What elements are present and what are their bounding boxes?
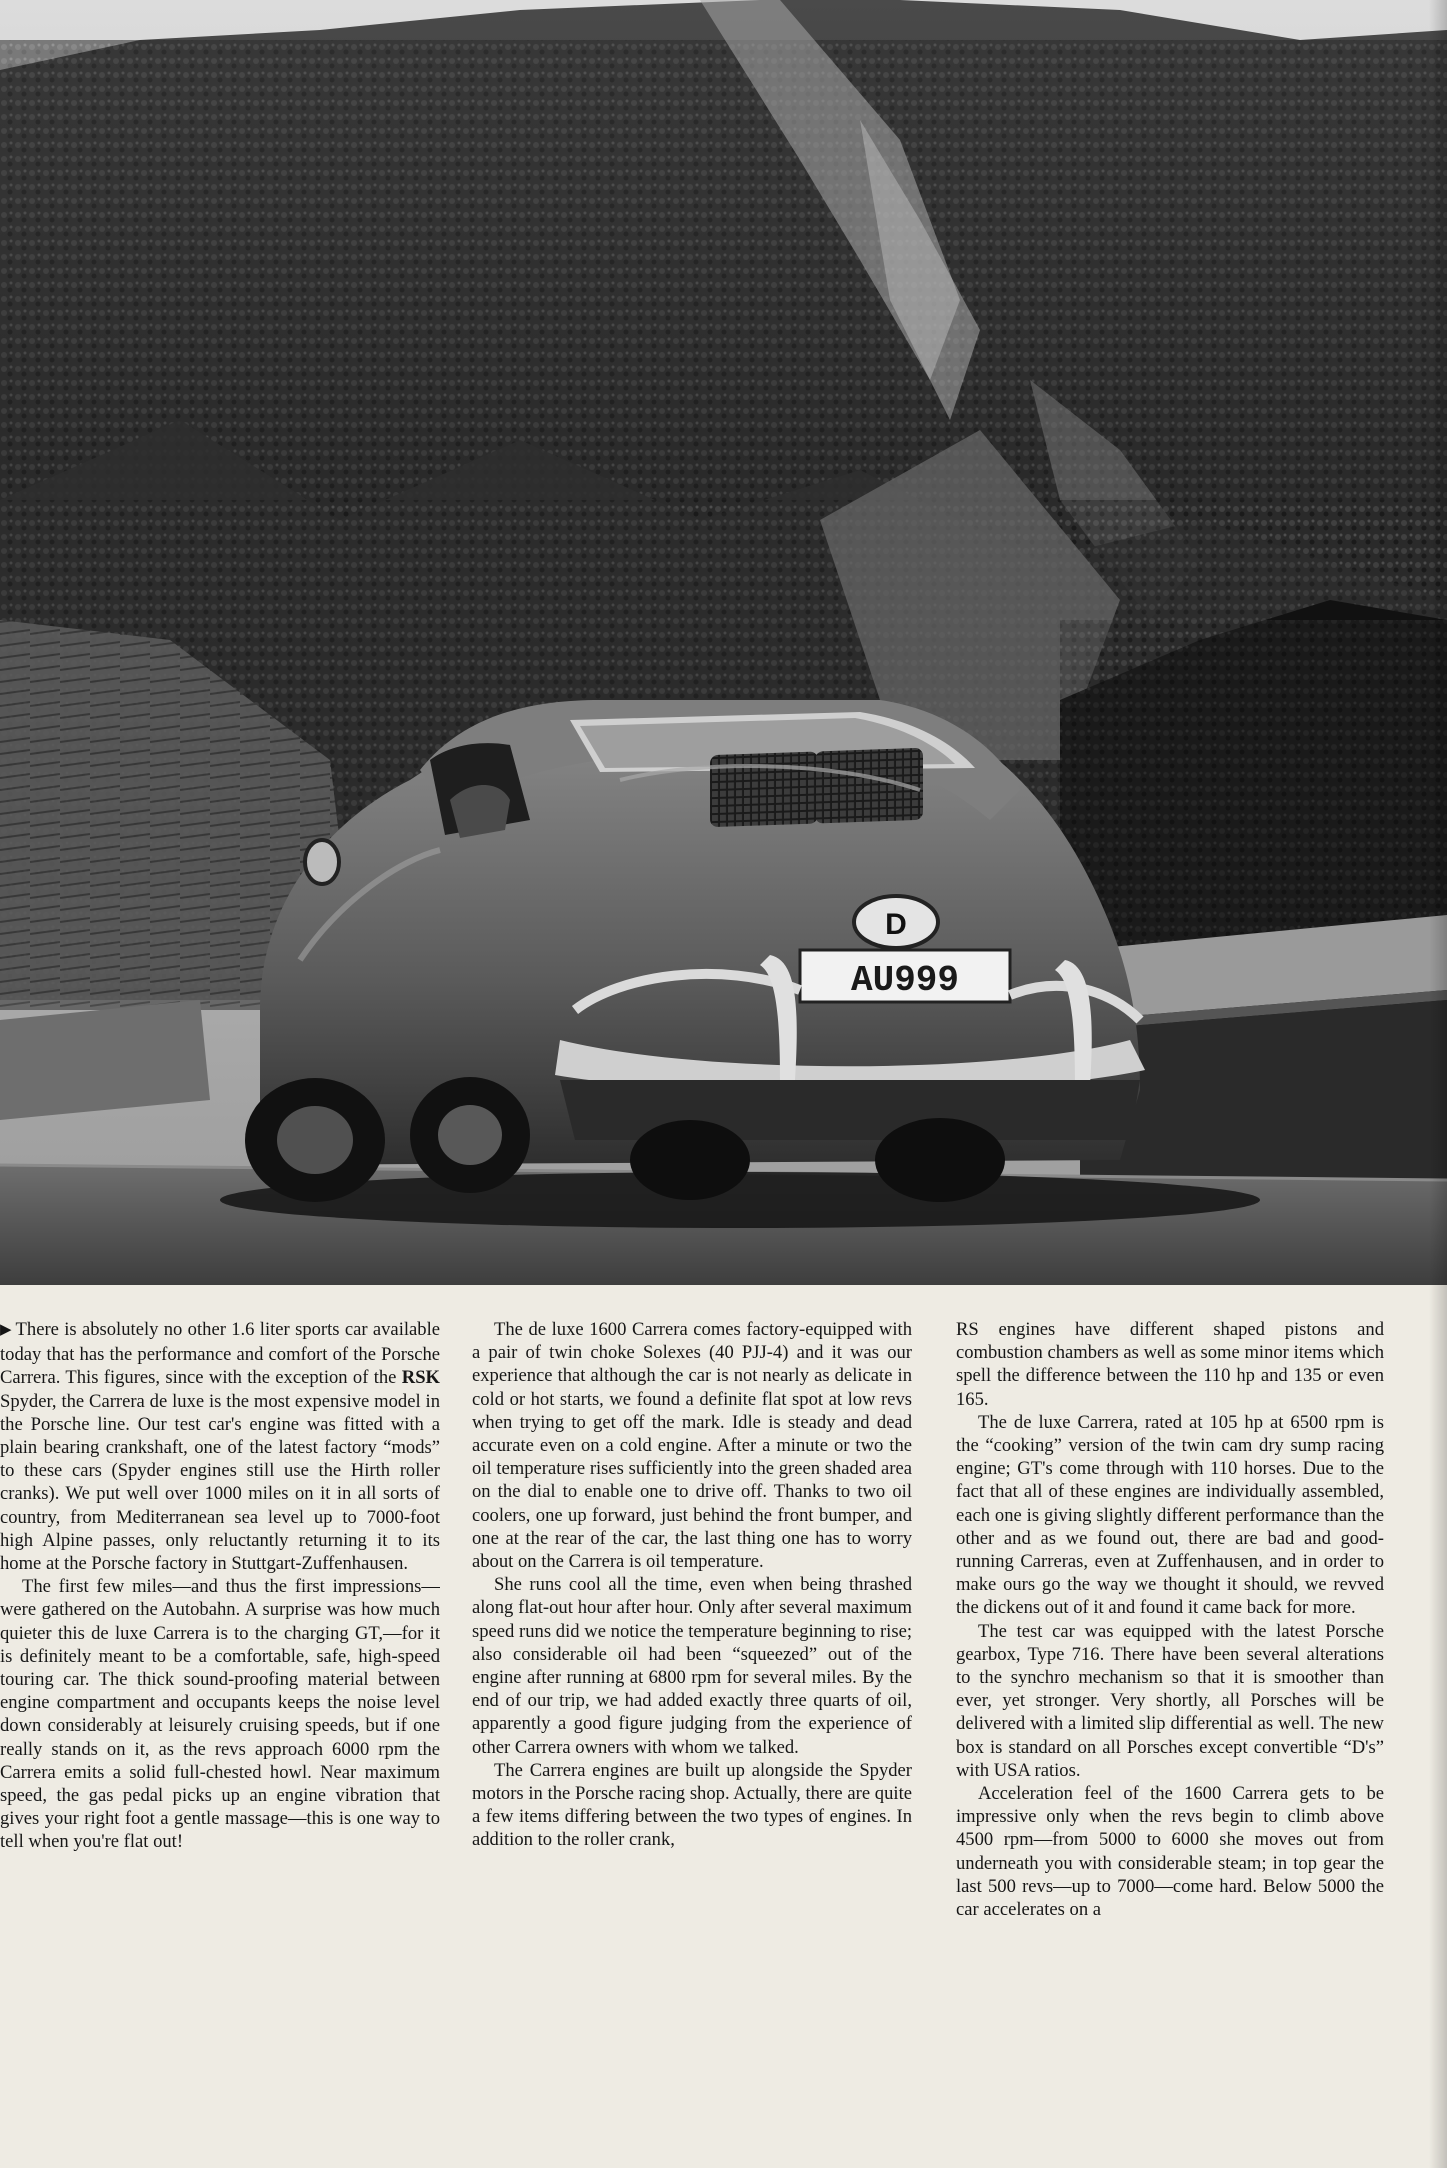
article-body xyxy=(0,1318,1447,2168)
article-column-3 xyxy=(956,1318,1384,2168)
article-paragraph: She runs cool all the time, even when being thrashed along flat-out hour after hour. Only after several maximum speed runs did we notice the temperature beginning to rise; also considerable oil had been “squeezed” out of the engine after running at 6800 rpm for several miles. By the end of our trip, we had added exactly three quarts of oil, apparently a good figure judging from the experience of other Carrera owners with whom we talked. xyxy=(472,1574,912,1758)
article-paragraph xyxy=(0,1318,440,1575)
paragraph-text: There is absolutely no other 1.6 liter sports car available today that has the performance and comfort of the Porsche Carrera. This figures, since with the exception of the xyxy=(0,1319,440,1389)
country-badge-text: D xyxy=(885,908,907,941)
paragraph-bold-text: RSK xyxy=(401,1367,440,1389)
article-column-2 xyxy=(472,1318,912,2168)
article-paragraph: The test car was equipped with the latest Porsche gearbox, Type 716. There have been several alterations to the synchro mechanism so that it is smoother than ever, yet stronger. Very shortly, all Porsches will be delivered with a limited slip differential as well. The new box is standard on all Porsches except convertible “D's” with USA ratios. xyxy=(956,1620,1384,1781)
article-paragraph: The de luxe Carrera, rated at 105 hp at 6500 rpm is the “cooking” version of the twin cam dry sump racing engine; GT's come through with 110 horses. Due to the fact that all of these engines are individually assembled, each one is giving slightly different performance than the other and as we found out, there are bad and good-running Carreras, even at Zuffenhausen, and in order to make ours go the way we thought it should, we revved the dickens out of it and found it came back for more. xyxy=(956,1411,1384,1619)
article-paragraph: RS engines have different shaped pistons and combustion chambers as well as some minor items which spell the difference between the 110 hp and 135 or even 165. xyxy=(956,1319,1384,1410)
article-paragraph: The first few miles—and thus the first impressions—were gathered on the Autobahn. A surprise was how much quieter this de luxe Carrera is to the charging GT,—for it is definitely meant to be a comfortable, safe, high-speed touring car. The thick sound-proofing material between engine compartment and occupants keeps the noise level down considerably at leisurely cruising speeds, but if one really stands on it, as the revs approach 6000 rpm the Carrera emits a solid full-chested howl. Near maximum speed, the gas pedal picks up an engine vibration that gives your right foot a gentle massage—this is one way to tell when you're flat out! xyxy=(0,1576,440,1853)
license-plate-text: AU999 xyxy=(850,960,960,1001)
article-column-1 xyxy=(0,1318,440,2168)
article-paragraph: The Carrera engines are built up alongside the Spyder motors in the Porsche racing shop. Actually, there are quite a few items differing between the two types of engines. In addition to the roller crank, xyxy=(472,1759,912,1851)
bullet-arrow-icon: ▶ xyxy=(0,1322,12,1338)
article-paragraph: Acceleration feel of the 1600 Carrera gets to be impressive only when the revs begin to climb above 4500 rpm—from 5000 to 6000 she moves out from underneath you with considerable steam; in top gear the last 500 revs—up to 7000—come hard. Below 5000 the car accelerates on a xyxy=(956,1783,1384,1921)
article-paragraph: The de luxe 1600 Carrera comes factory-equipped with a pair of twin choke Solexes (40 PJJ-4) and it was our experience that although the car is not nearly as delicate in cold or hot starts, we found a definite flat spot at low revs when trying to get off the mark. Idle is steady and dead accurate even on a cold engine. After a minute or two the oil temperature rises sufficiently into the green shaded area on the dial to enable one to drive off. Thanks to two oil coolers, one up forward, just behind the front bumper, and one at the rear of the car, the last thing one has to worry about on the Carrera is oil temperature. xyxy=(472,1319,912,1573)
paragraph-text: Spyder, the Carrera de luxe is the most expensive model in the Porsche line. Our test car's engine was fitted with a plain bearing crankshaft, one of the latest factory “mods” to these cars (Spyder engines still use the Hirth roller cranks). We put well over 1000 miles on it in all sorts of country, from Mediterranean sea level up to 7000-foot high Alpine passes, only reluctantly returning it to its home at the Porsche factory in Stuttgart-Zuffenhausen. xyxy=(0,1390,440,1575)
